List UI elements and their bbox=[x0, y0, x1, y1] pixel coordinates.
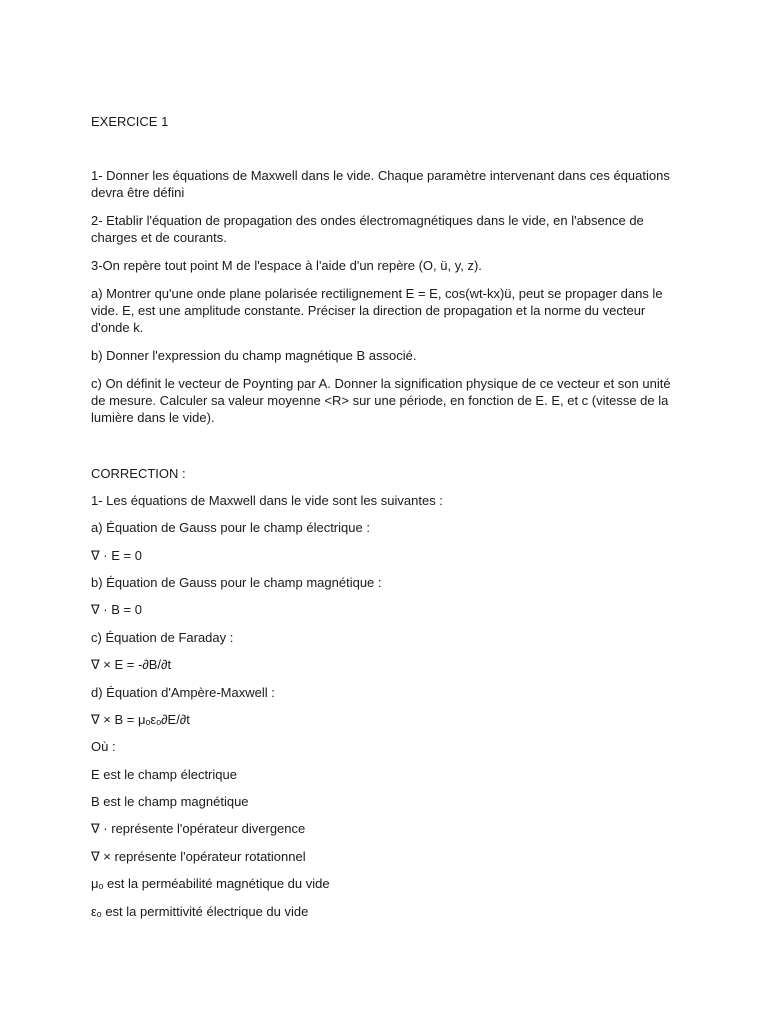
correction-line: 1- Les équations de Maxwell dans le vide sont les suivantes : bbox=[91, 493, 443, 508]
exercise-title: EXERCICE 1 bbox=[91, 114, 169, 129]
correction-title: CORRECTION : bbox=[91, 466, 186, 481]
definition-line: ∇ × représente l'opérateur rotationnel bbox=[91, 849, 306, 864]
correction-line: d) Équation d'Ampère-Maxwell : bbox=[91, 685, 275, 700]
question-3a: a) Montrer qu'une onde plane polarisée rectilignement E = E, cos(wt-kx)ü, peut se propager dans le vide. E, est une amplitude constante. Préciser la direction de propagation et la norme du vecteur d'onde k. bbox=[91, 286, 667, 335]
question-1: 1- Donner les équations de Maxwell dans le vide. Chaque paramètre intervenant dans ces équations devra être défini bbox=[91, 168, 674, 200]
definition-line: ∇ · représente l'opérateur divergence bbox=[91, 821, 306, 836]
question-3c: c) On définit le vecteur de Poynting par A. Donner la signification physique de ce vecteur et son unité de mesure. Calculer sa valeur moyenne <R> sur une période, en fonction de E. E, et c (vitesse de la lumière dans le vide). bbox=[91, 376, 675, 425]
correction-line: Où : bbox=[91, 739, 116, 754]
correction-line: a) Équation de Gauss pour le champ électrique : bbox=[91, 520, 370, 535]
definition-line: μₒ est la perméabilité magnétique du vide bbox=[91, 876, 330, 891]
definition-line: B est le champ magnétique bbox=[91, 794, 249, 809]
equation-gauss-b: ∇ · B = 0 bbox=[91, 602, 142, 617]
question-3b: b) Donner l'expression du champ magnétique B associé. bbox=[91, 348, 417, 363]
equation-ampere-maxwell: ∇ × B = μₒεₒ∂E/∂t bbox=[91, 712, 190, 727]
question-3: 3-On repère tout point M de l'espace à l'aide d'un repère (O, ü, y, z). bbox=[91, 258, 482, 273]
correction-line: b) Équation de Gauss pour le champ magnétique : bbox=[91, 575, 382, 590]
definition-line: E est le champ électrique bbox=[91, 767, 237, 782]
question-2: 2- Etablir l'équation de propagation des ondes électromagnétiques dans le vide, en l'absence de charges et de courants. bbox=[91, 213, 648, 245]
definition-line: εₒ est la permittivité électrique du vide bbox=[91, 904, 309, 919]
equation-faraday: ∇ × E = -∂B/∂t bbox=[91, 657, 172, 672]
correction-line: c) Équation de Faraday : bbox=[91, 630, 234, 645]
equation-gauss-e: ∇ · E = 0 bbox=[91, 548, 142, 563]
